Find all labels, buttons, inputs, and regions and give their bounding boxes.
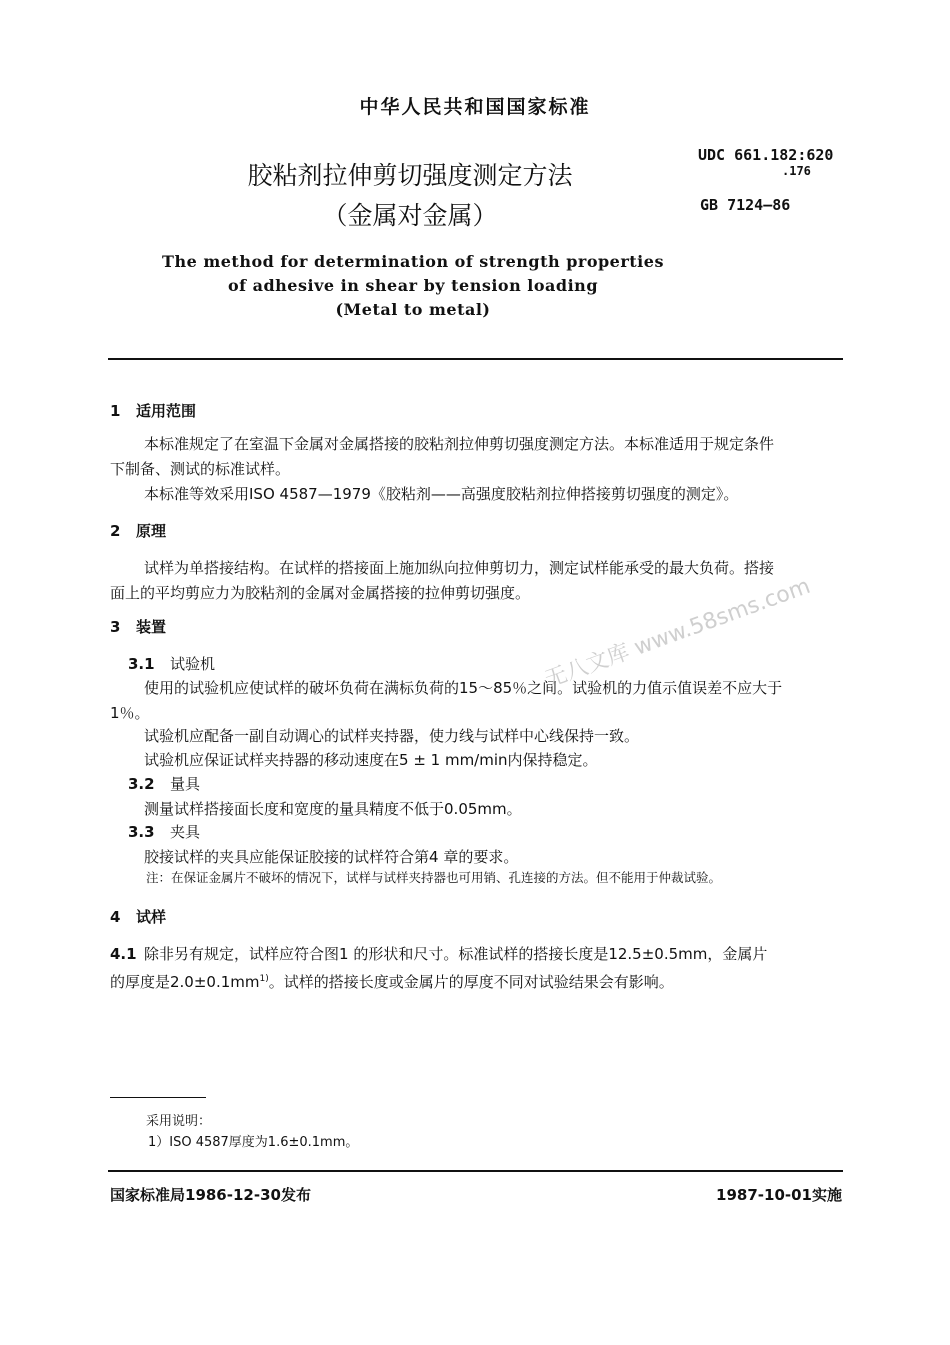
subsection-4-1-line2 [110, 967, 845, 995]
subsection-3-1-paragraph-3: 试验机应保证试样夹持器的移动速度在5 ± 1 mm/min内保持稳定。 [144, 751, 598, 769]
subsection-3-1-title: 试验机 [170, 655, 216, 673]
subsection-3-1-p1-line2: 1％。 [110, 704, 150, 722]
subsection-3-2-number: 3.2 [128, 775, 155, 793]
section-1-paragraph-1 [110, 432, 845, 482]
section-1-heading [110, 400, 196, 421]
subsection-4-1-line1 [110, 942, 845, 967]
title-en-line3: (Metal to metal) [335, 300, 491, 319]
footnote-divider [110, 1097, 206, 1098]
standard-header: 中华人民共和国国家标准 [359, 96, 591, 118]
section-2-p1-line1: 试样为单搭接结构。在试样的搭接面上施加纵向拉伸剪切力，测定试样能承受的最大负荷。搭接 [144, 559, 775, 577]
section-2-number: 2 [110, 522, 121, 540]
subsection-3-2-heading [128, 773, 200, 794]
udc-code-continuation: .176 [782, 164, 811, 178]
section-1-p1-line2: 下制备、测试的标准试样。 [110, 460, 291, 478]
section-4-title: 试样 [136, 908, 167, 926]
section-3-title: 装置 [136, 618, 167, 636]
subsection-4-1-text-a: 除非另有规定，试样应符合图1 的形状和尺寸。标准试样的搭接长度是12.5±0.5mm，金属片 [144, 945, 768, 963]
footer-divider [108, 1170, 843, 1172]
section-1-p1-line1: 本标准规定了在室温下金属对金属搭接的胶粘剂拉伸剪切强度测定方法。本标准适用于规定条件 [144, 435, 775, 453]
section-1-title: 适用范围 [136, 402, 197, 420]
footnote-ref-1: 1) [259, 974, 269, 984]
document-title-cn: 胶粘剂拉伸剪切强度测定方法 [247, 161, 573, 190]
title-en-line2: of adhesive in shear by tension loading [227, 276, 598, 295]
udc-code: UDC 661.182:620 [698, 146, 834, 164]
subsection-3-2-title: 量具 [170, 775, 201, 793]
subsection-4-1-paragraph [110, 942, 845, 995]
section-4-number: 4 [110, 908, 121, 926]
section-3-number: 3 [110, 618, 121, 636]
footnote-item-1: 1）ISO 4587厚度为1.6±0.1mm。 [148, 1135, 359, 1150]
subsection-3-2-paragraph-1: 测量试样搭接面长度和宽度的量具精度不低于0.05mm。 [144, 800, 522, 818]
implementation-date: 1987-10-01实施 [716, 1186, 842, 1204]
title-en-line1: The method for determination of strength properties [162, 252, 664, 271]
subsection-3-3-paragraph-1: 胶接试样的夹具应能保证胶接的试样符合第4 章的要求。 [144, 848, 519, 866]
publish-date: 国家标准局1986-12-30发布 [110, 1186, 311, 1204]
footnote-title: 采用说明： [146, 1114, 212, 1129]
subsection-3-3-heading [128, 821, 200, 842]
subsection-3-3-title: 夹具 [170, 823, 201, 841]
section-1-paragraph-2: 本标准等效采用ISO 4587—1979《胶粘剂——高强度胶粘剂拉伸搭接剪切强度的测定》。 [144, 485, 739, 503]
subsection-4-1-number: 4.1 [110, 945, 137, 963]
subsection-3-1-heading [128, 653, 215, 674]
subsection-3-1-number: 3.1 [128, 655, 155, 673]
section-1-number: 1 [110, 402, 121, 420]
document-subtitle-cn: （金属对金属） [322, 201, 498, 230]
subsection-4-1-text-b-post: 。试样的搭接长度或金属片的厚度不同对试验结果会有影响。 [268, 973, 674, 991]
subsection-3-1-paragraph-1 [110, 676, 845, 726]
header-divider [108, 358, 843, 360]
gb-number: GB 7124—86 [700, 196, 791, 214]
document-title-en [0, 250, 826, 322]
subsection-4-1-text-b-pre: 的厚度是2.0±0.1mm [110, 973, 260, 991]
subsection-3-1-paragraph-2: 试验机应配备一副自动调心的试样夹持器，使力线与试样中心线保持一致。 [144, 727, 640, 745]
subsection-3-1-p1-line1: 使用的试验机应使试样的破坏负荷在满标负荷的15～85％之间。试验机的力值示值误差不应大于 [144, 679, 783, 697]
section-2-title: 原理 [136, 522, 167, 540]
section-2-heading [110, 520, 166, 541]
section-2-p1-line2: 面上的平均剪应力为胶粘剂的金属对金属搭接的拉伸剪切强度。 [110, 584, 531, 602]
subsection-3-3-note: 注：在保证金属片不破坏的情况下，试样与试样夹持器也可用销、孔连接的方法。但不能用于仲裁试验。 [146, 870, 722, 885]
watermark: 无八文库 www.58sms.com [541, 573, 814, 694]
section-3-heading [110, 616, 166, 637]
section-4-heading [110, 906, 166, 927]
subsection-3-3-number: 3.3 [128, 823, 155, 841]
